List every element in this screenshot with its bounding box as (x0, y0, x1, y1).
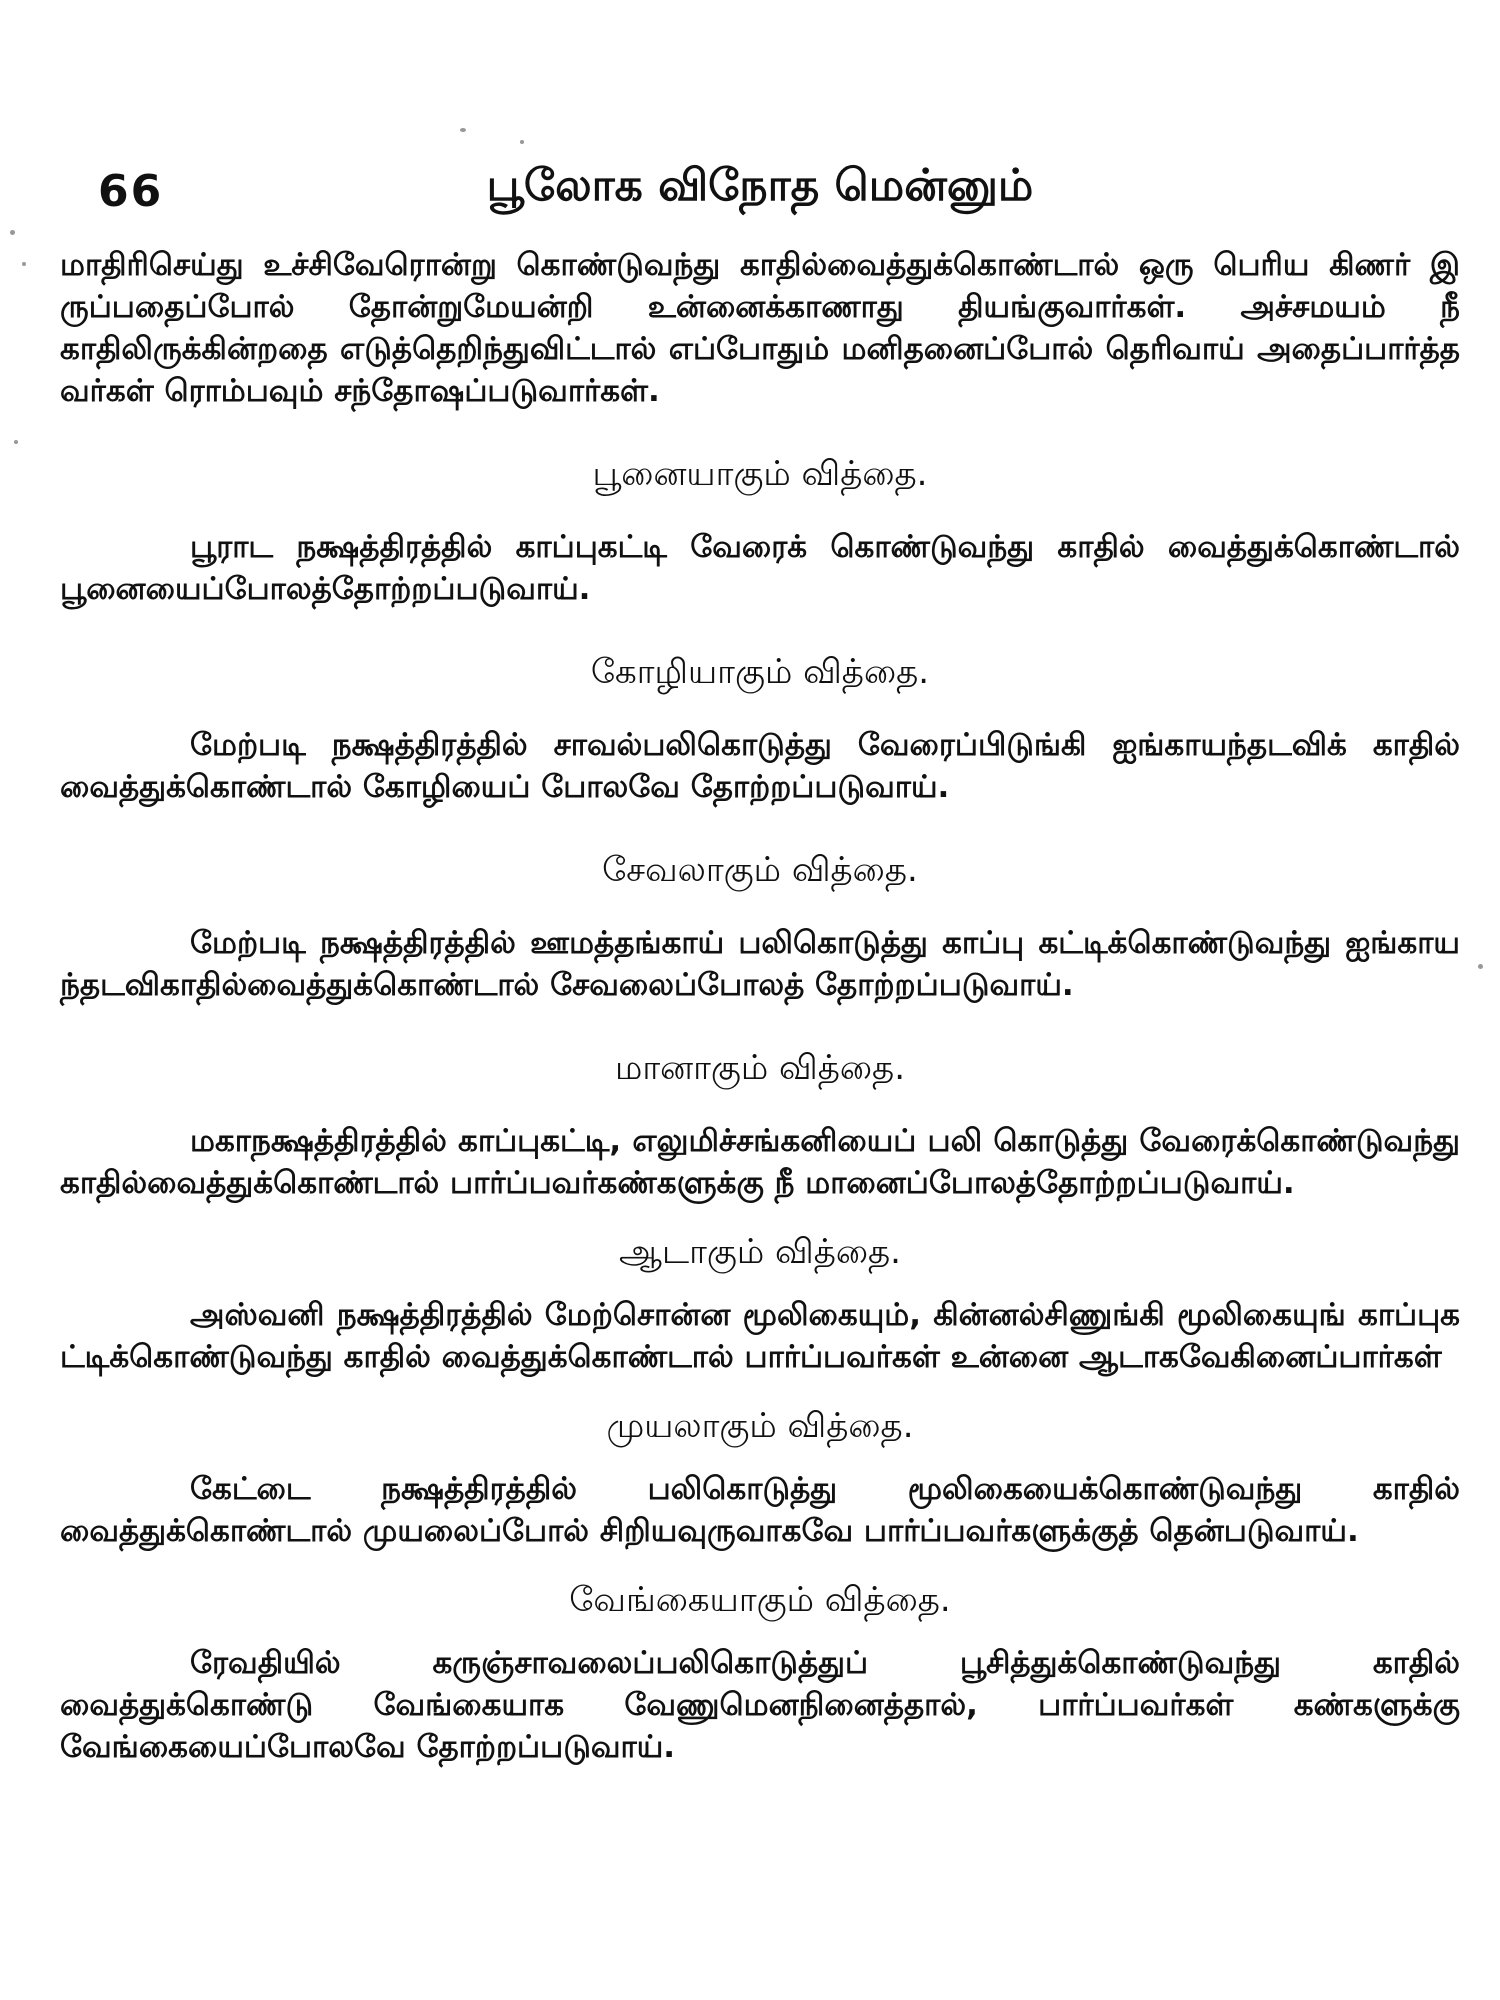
scan-speck (22, 262, 26, 266)
section-text: பூராட நக்ஷத்திரத்தில் காப்புகட்டி வேரைக் கொண்டுவந்து காதில் வைத்துக்கொண்டால் பூனையைப்போலத்தோற்றப்படுவாய். (60, 529, 1460, 607)
section-text: மகாநக்ஷத்திரத்தில் காப்புகட்டி, எலுமிச்சங்கனியைப் பலி கொடுத்து வேரைக்கொண்டுவந்து காதில்வைத்துக்கொண்டால் பார்ப்பவர்கண்களுக்கு நீ மானைப்போலத்தோற்றப்படுவாய். (60, 1123, 1460, 1201)
section-text: மேற்படி நக்ஷத்திரத்தில் சாவல்பலிகொடுத்து வேரைப்பிடுங்கி ஐங்காயந்தடவிக் காதில் வைத்துக்கொண்டால் கோழியைப் போலவே தோற்றப்படுவாய். (60, 727, 1460, 805)
section-heading: வேங்கையாகும் வித்தை. (569, 1580, 951, 1620)
section-text: மேற்படி நக்ஷத்திரத்தில் ஊமத்தங்காய் பலிகொடுத்து காப்பு கட்டிக்கொண்டுவந்து ஐங்காயந்தடவிகாதில்வைத்துக்கொண்டால் சேவலைப்போலத் தோற்றப்படுவாய். (60, 925, 1460, 1003)
scan-speck (460, 128, 466, 132)
section-text: அஸ்வனி நக்ஷத்திரத்தில் மேற்சொன்ன மூலிகையும், கின்னல்சிணுங்கி மூலிகையுங் காப்புகட்டிக்கொண்டுவந்து காதில் வைத்துக்கொண்டால் பார்ப்பவர்கள் உன்னை ஆடாகவேகினைப்பார்கள் (60, 1297, 1460, 1375)
scan-speck (1478, 964, 1483, 969)
page-header (60, 150, 1460, 230)
scan-speck (10, 230, 15, 235)
section-text: ரேவதியில் கருஞ்சாவலைப்பலிகொடுத்துப் பூசித்துக்கொண்டுவந்து காதில் வைத்துக்கொண்டு வேங்கையாக வேணுமெனநினைத்தால், பார்ப்பவர்கள் கண்களுக்கு வேங்கையைப்போலவே தோற்றப்படுவாய். (60, 1645, 1460, 1765)
scan-speck (520, 140, 524, 144)
opening-paragraph: மாதிரிசெய்து உச்சிவேரொன்று கொண்டுவந்து காதில்வைத்துக்கொண்டால் ஒரு பெரிய கிணர் இருப்பதைப்போல் தோன்றுமேயன்றி உன்னைக்காணாது தியங்குவார்கள். அச்சமயம் நீ காதிலிருக்கின்றதை எடுத்தெறிந்துவிட்டால் எப்போதும் மனிதனைப்போல் தெரிவாய் அதைப்பார்த்தவர்கள் ரொம்பவும் சந்தோஷப்படுவார்கள். (60, 247, 1460, 409)
running-title: பூலோக விநோத மென்னும் (486, 160, 1034, 211)
section-text: கேட்டை நக்ஷத்திரத்தில் பலிகொடுத்து மூலிகையைக்கொண்டுவந்து காதில் வைத்துக்கொண்டால் முயலைப்போல் சிறியவுருவாகவே பார்ப்பவர்களுக்குத் தென்படுவாய். (60, 1471, 1460, 1549)
section-heading: ஆடாகும் வித்தை. (619, 1232, 901, 1272)
section-heading: கோழியாகும் வித்தை. (590, 652, 930, 692)
page-number: 66 (98, 166, 164, 217)
section-heading: பூனையாகும் வித்தை. (592, 454, 928, 494)
scan-speck (14, 440, 18, 444)
section-heading: மானாகும் வித்தை. (615, 1048, 905, 1088)
section-heading: சேவலாகும் வித்தை. (602, 850, 918, 890)
section-heading: முயலாகும் வித்தை. (606, 1406, 914, 1446)
